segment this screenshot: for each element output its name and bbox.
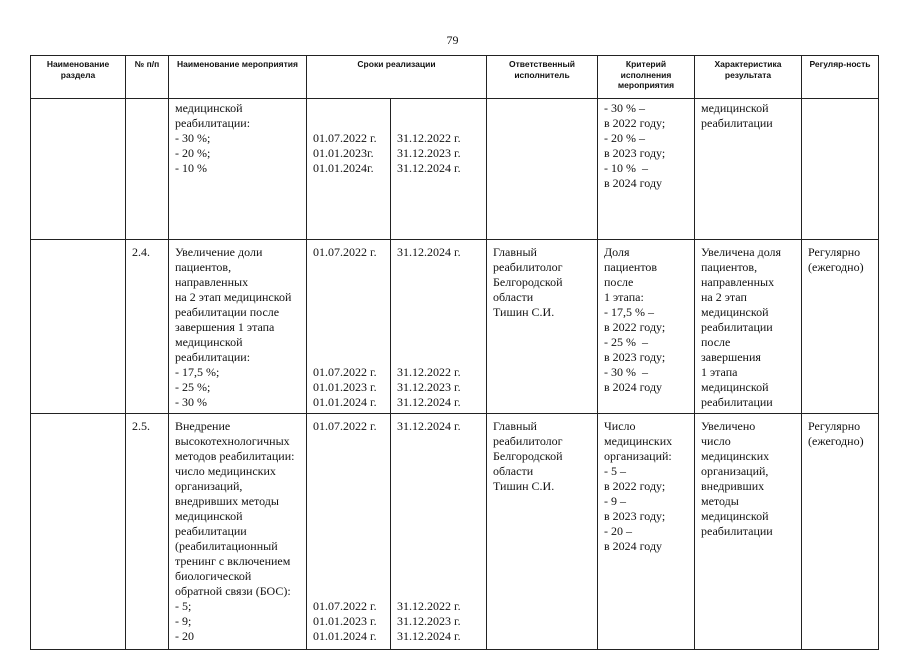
cell-regularity bbox=[802, 414, 879, 650]
cell-activity-line: - 9; bbox=[175, 614, 192, 628]
cell-activity-line: тренинг с включением bbox=[175, 554, 291, 568]
cell-activity-line: на 2 этап медицинской bbox=[175, 290, 292, 304]
cell-criterion bbox=[598, 99, 695, 240]
cell-activity-line: пациентов, bbox=[175, 260, 232, 274]
table-row bbox=[31, 240, 879, 414]
cell-executor-line: области bbox=[493, 464, 534, 478]
cell-start-date-line: 01.07.2022 г. bbox=[313, 365, 377, 379]
cell-end-date-line: 31.12.2023 г. bbox=[397, 146, 461, 160]
cell-criterion-line: Доля bbox=[604, 245, 630, 259]
cell-activity-line: внедривших методы bbox=[175, 494, 279, 508]
cell-result-line: реабилитации bbox=[701, 395, 773, 409]
cell-result-line: реабилитации bbox=[701, 320, 773, 334]
cell-activity-line: организаций, bbox=[175, 479, 243, 493]
cell-criterion-line: - 10 % – bbox=[604, 161, 648, 175]
cell-regularity-line: (ежегодно) bbox=[808, 434, 864, 448]
cell-activity-line: - 30 % bbox=[175, 395, 207, 409]
cell-activity-line: - 20 %; bbox=[175, 146, 211, 160]
cell-start-date-line: 01.07.2022 г. bbox=[313, 419, 377, 433]
cell-criterion-line: Число bbox=[604, 419, 636, 433]
cell-executor-line: Главный bbox=[493, 419, 537, 433]
cell-result-line: медицинских bbox=[701, 449, 770, 463]
cell-activity-line: - 30 %; bbox=[175, 131, 211, 145]
cell-activity bbox=[169, 99, 307, 240]
cell-criterion-line: - 5 – bbox=[604, 464, 626, 478]
cell-criterion-line: - 20 % – bbox=[604, 131, 645, 145]
cell-criterion-line: в 2023 году; bbox=[604, 146, 666, 160]
cell-section bbox=[31, 99, 126, 240]
cell-activity-line: реабилитации bbox=[175, 524, 247, 538]
cell-executor-line: Белгородской bbox=[493, 449, 563, 463]
cell-start-date-line: 01.07.2022 г. bbox=[313, 131, 377, 145]
cell-regularity bbox=[802, 240, 879, 414]
cell-activity-line: - 17,5 %; bbox=[175, 365, 220, 379]
cell-criterion-line: в 2024 году bbox=[604, 539, 663, 553]
cell-executor-line: Белгородской bbox=[493, 275, 563, 289]
cell-criterion-line: в 2023 году; bbox=[604, 509, 666, 523]
cell-end-date-line: 31.12.2023 г. bbox=[397, 614, 461, 628]
cell-result-line: на 2 этап bbox=[701, 290, 747, 304]
cell-start-date-line: 01.07.2022 г. bbox=[313, 599, 377, 613]
cell-executor-line: Главный bbox=[493, 245, 537, 259]
cell-end-date-line: 31.12.2022 г. bbox=[397, 599, 461, 613]
cell-activity-line: медицинской bbox=[175, 335, 243, 349]
cell-result-line: пациентов, bbox=[701, 260, 758, 274]
cell-start-date bbox=[307, 99, 391, 240]
cell-executor-line: области bbox=[493, 290, 534, 304]
cell-activity-line: - 10 % bbox=[175, 161, 207, 175]
table-row bbox=[31, 414, 879, 650]
table-row bbox=[31, 99, 879, 240]
cell-start-date bbox=[307, 414, 391, 650]
cell-criterion-line: - 9 – bbox=[604, 494, 626, 508]
cell-end-date-line: 31.12.2022 г. bbox=[397, 131, 461, 145]
cell-executor bbox=[487, 414, 598, 650]
cell-activity-line: медицинской bbox=[175, 509, 243, 523]
cell-end-date-line: 31.12.2024 г. bbox=[397, 629, 461, 643]
cell-result-line: внедривших bbox=[701, 479, 765, 493]
cell-result-line: медицинской bbox=[701, 305, 769, 319]
cell-result bbox=[695, 414, 802, 650]
cell-result-line: направленных bbox=[701, 275, 775, 289]
cell-criterion bbox=[598, 414, 695, 650]
cell-section bbox=[31, 240, 126, 414]
cell-criterion-line: в 2022 году; bbox=[604, 320, 666, 334]
cell-activity-line: - 20 bbox=[175, 629, 194, 643]
cell-regularity-line: (ежегодно) bbox=[808, 260, 864, 274]
cell-start-date-line: 01.01.2023 г. bbox=[313, 614, 377, 628]
cell-end-date-line: 31.12.2024 г. bbox=[397, 419, 461, 433]
cell-end-date bbox=[391, 240, 487, 414]
cell-result-line: медицинской bbox=[701, 380, 769, 394]
cell-activity-line: - 25 %; bbox=[175, 380, 211, 394]
cell-end-date-line: 31.12.2022 г. bbox=[397, 365, 461, 379]
cell-criterion-line: в 2022 году; bbox=[604, 479, 666, 493]
cell-number bbox=[126, 99, 169, 240]
cell-start-date-line: 01.01.2024 г. bbox=[313, 395, 377, 409]
header-criterion: Критерий исполнения мероприятия bbox=[598, 56, 695, 99]
cell-result-line: реабилитации bbox=[701, 116, 773, 130]
cell-executor-line: реабилитолог bbox=[493, 260, 563, 274]
cell-result-line: 1 этапа bbox=[701, 365, 738, 379]
cell-result-line: реабилитации bbox=[701, 524, 773, 538]
cell-activity-line: Увеличение доли bbox=[175, 245, 263, 259]
cell-criterion-line: 1 этапа: bbox=[604, 290, 644, 304]
header-regularity: Регуляр-ность bbox=[802, 56, 879, 99]
cell-start-date-line: 01.07.2022 г. bbox=[313, 245, 377, 259]
cell-end-date-line: 31.12.2024 г. bbox=[397, 395, 461, 409]
cell-start-date-line: 01.01.2024г. bbox=[313, 161, 374, 175]
cell-activity-line: реабилитации: bbox=[175, 350, 251, 364]
cell-activity-line: (реабилитационный bbox=[175, 539, 278, 553]
cell-criterion bbox=[598, 240, 695, 414]
cell-regularity bbox=[802, 99, 879, 240]
cell-criterion-line: в 2024 году bbox=[604, 380, 663, 394]
cell-result-line: методы bbox=[701, 494, 739, 508]
cell-result-line: медицинской bbox=[701, 509, 769, 523]
cell-criterion-line: пациентов bbox=[604, 260, 658, 274]
cell-activity-line: - 5; bbox=[175, 599, 192, 613]
cell-criterion-line: - 30 % – bbox=[604, 365, 648, 379]
cell-activity-line: реабилитации после bbox=[175, 305, 280, 319]
cell-criterion-line: - 20 – bbox=[604, 524, 632, 538]
cell-criterion-line: после bbox=[604, 275, 634, 289]
header-number: № п/п bbox=[126, 56, 169, 99]
cell-result-line: организаций, bbox=[701, 464, 769, 478]
cell-activity-line: методов реабилитации: bbox=[175, 449, 295, 463]
cell-activity-line: реабилитации: bbox=[175, 116, 251, 130]
cell-criterion-line: - 25 % – bbox=[604, 335, 648, 349]
cell-activity-line: число медицинских bbox=[175, 464, 276, 478]
header-activity: Наименование мероприятия bbox=[169, 56, 307, 99]
cell-number: 2.4. bbox=[126, 240, 169, 414]
cell-result-line: после bbox=[701, 335, 731, 349]
cell-executor-line: Тишин С.И. bbox=[493, 305, 555, 319]
cell-section bbox=[31, 414, 126, 650]
cell-activity-line: биологической bbox=[175, 569, 252, 583]
cell-end-date-line: 31.12.2024 г. bbox=[397, 161, 461, 175]
cell-criterion-line: - 30 % – bbox=[604, 101, 645, 115]
cell-activity-line: медицинской bbox=[175, 101, 243, 115]
cell-activity-line: обратной связи (БОС): bbox=[175, 584, 291, 598]
header-executor: Ответственный исполнитель bbox=[487, 56, 598, 99]
cell-executor bbox=[487, 240, 598, 414]
cell-start-date bbox=[307, 240, 391, 414]
cell-activity-line: направленных bbox=[175, 275, 249, 289]
cell-end-date bbox=[391, 414, 487, 650]
cell-criterion-line: - 17,5 % – bbox=[604, 305, 654, 319]
header-section: Наименование раздела bbox=[31, 56, 126, 99]
table-header-row bbox=[31, 56, 879, 99]
header-terms: Сроки реализации bbox=[307, 56, 487, 99]
cell-end-date bbox=[391, 99, 487, 240]
cell-activity bbox=[169, 240, 307, 414]
activities-table bbox=[30, 55, 879, 650]
cell-criterion-line: в 2023 году; bbox=[604, 350, 666, 364]
cell-executor-line: Тишин С.И. bbox=[493, 479, 555, 493]
cell-number: 2.5. bbox=[126, 414, 169, 650]
cell-start-date-line: 01.01.2024 г. bbox=[313, 629, 377, 643]
cell-activity-line: Внедрение bbox=[175, 419, 231, 433]
cell-criterion-line: организаций: bbox=[604, 449, 672, 463]
cell-end-date-line: 31.12.2023 г. bbox=[397, 380, 461, 394]
cell-result-line: число bbox=[701, 434, 731, 448]
cell-executor-line: реабилитолог bbox=[493, 434, 563, 448]
cell-result-line: Увеличена доля bbox=[701, 245, 782, 259]
cell-criterion-line: в 2022 году; bbox=[604, 116, 666, 130]
cell-criterion-line: в 2024 году bbox=[604, 176, 663, 190]
header-result: Характеристика результата bbox=[695, 56, 802, 99]
cell-result-line: медицинской bbox=[701, 101, 769, 115]
cell-activity-line: завершения 1 этапа bbox=[175, 320, 275, 334]
cell-result bbox=[695, 99, 802, 240]
page-number: 79 bbox=[446, 33, 459, 47]
cell-regularity-line: Регулярно bbox=[808, 245, 861, 259]
cell-regularity-line: Регулярно bbox=[808, 419, 861, 433]
cell-result bbox=[695, 240, 802, 414]
cell-activity-line: высокотехнологичных bbox=[175, 434, 290, 448]
cell-activity bbox=[169, 414, 307, 650]
cell-start-date-line: 01.01.2023 г. bbox=[313, 380, 377, 394]
cell-start-date-line: 01.01.2023г. bbox=[313, 146, 374, 160]
cell-executor bbox=[487, 99, 598, 240]
cell-criterion-line: медицинских bbox=[604, 434, 673, 448]
cell-result-line: Увеличено bbox=[701, 419, 756, 433]
cell-result-line: завершения bbox=[701, 350, 761, 364]
cell-end-date-line: 31.12.2024 г. bbox=[397, 245, 461, 259]
